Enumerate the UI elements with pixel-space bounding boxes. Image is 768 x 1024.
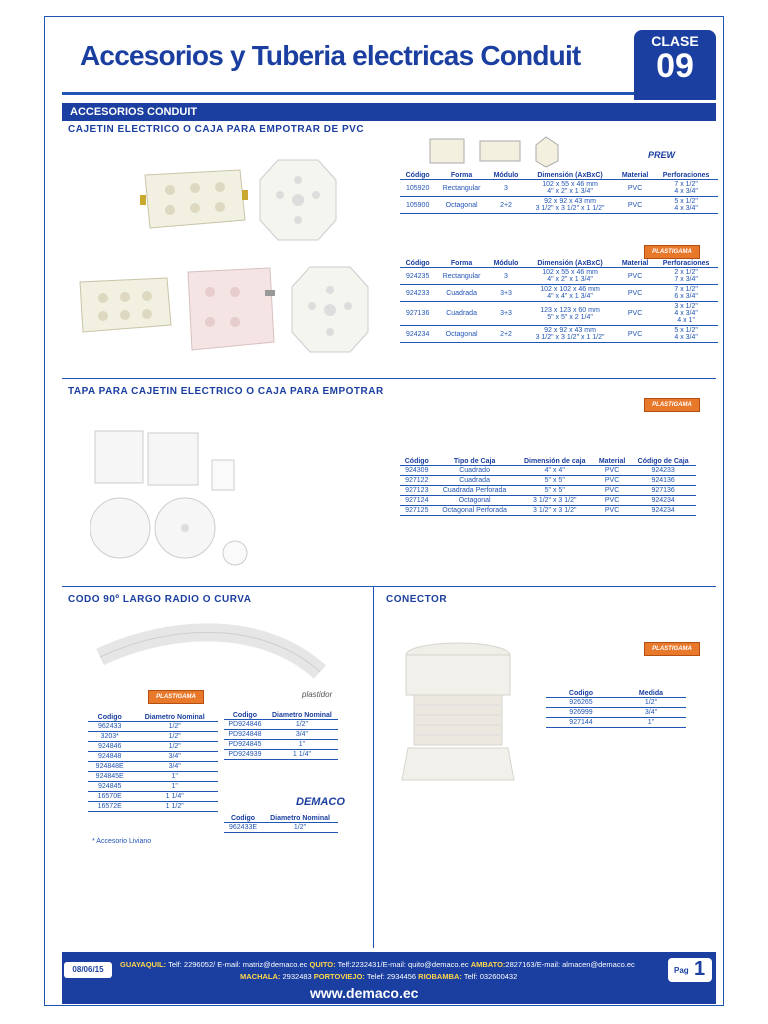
table-row: [224, 740, 338, 750]
th-material: Material: [616, 260, 654, 268]
table-codo-demaco: [224, 815, 338, 833]
table-cell: Octagonal: [434, 496, 516, 506]
table-cell: PVC: [594, 486, 630, 496]
th-material: Material: [616, 172, 654, 180]
table-row: [88, 722, 218, 732]
contact-text: Telf: 032600432: [461, 972, 518, 981]
th-dimension: Dimensión de caja: [516, 458, 594, 466]
table-row: [546, 718, 686, 728]
section-bar: [62, 103, 716, 121]
table-cell: PVC: [594, 506, 630, 516]
table-cell: 92 x 92 x 43 mm 3 1/2" x 3 1/2" x 1 1/2": [524, 326, 616, 343]
table-codo-plastidor: [224, 712, 338, 760]
plastidor-logo: plastidor: [302, 690, 333, 699]
contact-text: Telf:2232431/E-mail: quito@demaco.ec: [335, 960, 471, 969]
table-cell: 3203*: [88, 732, 131, 742]
plastigama-logo: PLASTIGAMA: [148, 690, 204, 704]
table-cell: 924309: [400, 466, 434, 476]
city-label: PORTOVIEJO:: [313, 972, 365, 981]
table-cell: Cuadrada: [435, 302, 488, 326]
table-cell: 924848: [88, 752, 131, 762]
table-cell: PD924846: [224, 720, 266, 730]
table-conector-body: [546, 698, 686, 728]
table-plastigama-body: [400, 268, 718, 343]
th-perforaciones: Perforaciones: [654, 172, 718, 180]
table-cell: Rectangular: [435, 180, 488, 197]
contact-text: 2932483: [280, 972, 314, 981]
table-tapa: [400, 458, 696, 516]
table-row: [88, 742, 218, 752]
table-cell: 2+2: [488, 197, 524, 214]
table-cell: Cuadrada Perforada: [434, 486, 516, 496]
table-cell: 926999: [546, 708, 616, 718]
table-cell: 962433: [88, 722, 131, 732]
table-cell: PVC: [616, 285, 654, 302]
th-modulo: Módulo: [488, 260, 524, 268]
table-cell: 926265: [546, 698, 616, 708]
th-diametro: Diametro Nominal: [131, 714, 218, 722]
table-cell: 1/2": [131, 742, 218, 752]
table-row: [400, 285, 718, 302]
table-cell: PVC: [616, 197, 654, 214]
th-codigo: Codigo: [546, 690, 616, 698]
city-label: RIOBAMBA:: [418, 972, 462, 981]
rect-box-image-2: [75, 270, 175, 340]
section-conector-title: CONECTOR: [386, 594, 448, 605]
table-cell: 5" x 5": [516, 486, 594, 496]
table-cell: 924846: [88, 742, 131, 752]
rect-box-image: [140, 160, 250, 240]
date-badge: 08/06/15: [64, 962, 112, 978]
table-cell: PVC: [616, 326, 654, 343]
city-label: AMBATO:: [470, 960, 506, 969]
table-row: [400, 506, 696, 516]
table-cell: 924234: [630, 506, 696, 516]
table-cell: PD924939: [224, 750, 266, 760]
table-cell: 123 x 123 x 60 mm 5" x 5" x 2 1/4": [524, 302, 616, 326]
website-link[interactable]: www.demaco.ec: [310, 985, 419, 1001]
table-cell: 1 1/4": [266, 750, 338, 760]
table-tapa-body: [400, 466, 696, 516]
table-cell: 924136: [630, 476, 696, 486]
table-cell: 3/4": [616, 708, 686, 718]
th-material: Material: [594, 458, 630, 466]
table-row: [224, 823, 338, 833]
table-cell: 927122: [400, 476, 434, 486]
codo-image: [95, 612, 335, 692]
th-codigo: Codigo: [88, 714, 131, 722]
th-modulo: Módulo: [488, 172, 524, 180]
table-cell: Octagonal Perforada: [434, 506, 516, 516]
table-cell: 2 x 1/2" 7 x 3/4": [654, 268, 718, 285]
table-cell: Rectangular: [435, 268, 488, 285]
square-box-image: [180, 262, 280, 358]
table-row: [546, 698, 686, 708]
section-cajetin-title: CAJETIN ELECTRICO O CAJA PARA EMPOTRAR DE PVC: [68, 124, 365, 135]
table-cell: 1/2": [266, 720, 338, 730]
table-cell: PVC: [594, 476, 630, 486]
table-row: [400, 466, 696, 476]
th-codigo-caja: Código de Caja: [630, 458, 696, 466]
footnote: * Accesorio Liviano: [92, 838, 152, 845]
table-cell: 3+3: [488, 285, 524, 302]
table-cell: PD924845: [224, 740, 266, 750]
divider: [62, 378, 716, 379]
table-cell: 1/2": [131, 722, 218, 732]
table-cell: 3+3: [488, 302, 524, 326]
prew-logo: PREW: [648, 150, 675, 160]
table-cell: Octagonal: [435, 197, 488, 214]
city-label: GUAYAQUIL:: [120, 960, 167, 969]
table-cell: PVC: [594, 466, 630, 476]
table-cell: 1": [616, 718, 686, 728]
table-cell: 1": [266, 740, 338, 750]
table-cell: 16572E: [88, 802, 131, 812]
table-cell: 3: [488, 180, 524, 197]
table-cell: 92 x 92 x 43 mm 3 1/2" x 3 1/2" x 1 1/2": [524, 197, 616, 214]
plastigama-logo: PLASTIGAMA: [644, 398, 700, 412]
tapa-image: [90, 428, 260, 578]
table-cell: 1": [131, 772, 218, 782]
page-number: 1: [694, 958, 706, 980]
table-cell: 105920: [400, 180, 435, 197]
title-rule: [62, 92, 637, 95]
clase-badge: [634, 30, 716, 100]
th-forma: Forma: [435, 260, 488, 268]
table-prew-body: [400, 180, 718, 214]
table-cell: Octagonal: [435, 326, 488, 343]
table-cell: PVC: [616, 268, 654, 285]
table-cell: 3/4": [266, 730, 338, 740]
contact-line-1: [120, 960, 635, 969]
table-cell: 16570E: [88, 792, 131, 802]
table-conector: [546, 690, 686, 728]
octagonal-box-image-2: [288, 262, 372, 358]
clase-label: CLASE: [651, 33, 699, 49]
page-label: Pag: [674, 966, 689, 975]
contact-text: 2827163/E-mail: almacen@demaco.ec: [505, 960, 635, 969]
table-row: [88, 752, 218, 762]
page-number-badge: [668, 958, 712, 982]
th-diametro: Diametro Nominal: [262, 815, 338, 823]
table-cell: 3/4": [131, 762, 218, 772]
table-cell: 924233: [400, 285, 435, 302]
table-row: [400, 496, 696, 506]
city-label: QUITO:: [309, 960, 336, 969]
table-cell: 3 1/2" x 3 1/2": [516, 496, 594, 506]
table-row: [400, 486, 696, 496]
demaco-logo: DEMACO: [296, 796, 345, 808]
th-codigo: Código: [400, 260, 435, 268]
table-row: [400, 180, 718, 197]
table-row: [400, 268, 718, 285]
table-cell: 102 x 55 x 46 mm 4" x 2" x 1 3/4": [524, 180, 616, 197]
th-dimension: Dimensión (AxBxC): [524, 260, 616, 268]
table-row: [88, 762, 218, 772]
plastigama-logo: PLASTIGAMA: [644, 245, 700, 259]
table-cell: 7 x 1/2" 4 x 3/4": [654, 180, 718, 197]
th-dimension: Dimensión (AxBxC): [524, 172, 616, 180]
plastigama-logo: PLASTIGAMA: [644, 642, 700, 656]
table-cell: 927144: [546, 718, 616, 728]
th-codigo: Código: [400, 458, 434, 466]
th-codigo: Código: [400, 172, 435, 180]
table-row: [88, 782, 218, 792]
th-tipo: Tipo de Caja: [434, 458, 516, 466]
table-cell: 927136: [630, 486, 696, 496]
table-cell: 924234: [400, 326, 435, 343]
table-cell: 924235: [400, 268, 435, 285]
section-codo-title: CODO 90º LARGO RADIO O CURVA: [68, 594, 252, 605]
section-bar-label: ACCESORIOS CONDUIT: [70, 106, 198, 118]
dimension-diagram: [428, 133, 568, 169]
table-cell: 927136: [400, 302, 435, 326]
table-row: [400, 326, 718, 343]
table-cell: 1/2": [616, 698, 686, 708]
table-row: [88, 732, 218, 742]
conector-image: [398, 640, 522, 790]
table-cell: 7 x 1/2" 6 x 3/4": [654, 285, 718, 302]
contact-text: Telef: 2934456: [364, 972, 419, 981]
table-row: [88, 792, 218, 802]
table-cell: 5 x 1/2" 4 x 3/4": [654, 197, 718, 214]
table-row: [88, 802, 218, 812]
table-codo-plastidor-body: [224, 720, 338, 760]
table-cell: 1 1/2": [131, 802, 218, 812]
table-cell: PVC: [616, 180, 654, 197]
table-cell: 2+2: [488, 326, 524, 343]
city-label: MACHALA:: [240, 972, 281, 981]
table-row: [224, 750, 338, 760]
page-title: Accesorios y Tuberia electricas Conduit: [80, 40, 581, 71]
table-plastigama: [400, 260, 718, 343]
th-diametro: Diametro Nominal: [266, 712, 338, 720]
th-perforaciones: Perforaciones: [654, 260, 718, 268]
table-cell: 105900: [400, 197, 435, 214]
table-codo-plastigama: [88, 714, 218, 812]
table-cell: 924234: [630, 496, 696, 506]
table-cell: 1": [131, 782, 218, 792]
clase-number: 09: [656, 47, 694, 85]
table-cell: 102 x 102 x 46 mm 4" x 4" x 1 3/4": [524, 285, 616, 302]
table-cell: 924848E: [88, 762, 131, 772]
table-cell: 4" x 4": [516, 466, 594, 476]
table-row: [400, 302, 718, 326]
table-row: [224, 730, 338, 740]
table-cell: 962433E: [224, 823, 262, 833]
table-cell: 5" x 5": [516, 476, 594, 486]
divider: [62, 586, 716, 587]
table-codo-plastigama-body: [88, 722, 218, 812]
table-row: [546, 708, 686, 718]
table-cell: 924845E: [88, 772, 131, 782]
table-cell: 927124: [400, 496, 434, 506]
table-codo-demaco-body: [224, 823, 338, 833]
th-codigo: Codigo: [224, 712, 266, 720]
table-row: [400, 197, 718, 214]
table-cell: 3 1/2" x 3 1/2": [516, 506, 594, 516]
table-cell: PD924848: [224, 730, 266, 740]
table-cell: 1/2": [131, 732, 218, 742]
table-row: [224, 720, 338, 730]
table-cell: Cuadrado: [434, 466, 516, 476]
table-cell: 924845: [88, 782, 131, 792]
table-cell: 3/4": [131, 752, 218, 762]
table-cell: PVC: [594, 496, 630, 506]
table-cell: Cuadrada: [435, 285, 488, 302]
table-cell: 927123: [400, 486, 434, 496]
table-cell: 924233: [630, 466, 696, 476]
contact-text: Telf: 2296052/ E-mail: matriz@demaco.ec: [166, 960, 310, 969]
table-cell: 102 x 55 x 46 mm 4" x 2" x 1 3/4": [524, 268, 616, 285]
column-divider: [373, 586, 374, 948]
table-row: [88, 772, 218, 782]
table-row: [400, 476, 696, 486]
table-prew: [400, 172, 718, 214]
table-cell: 3 x 1/2" 4 x 3/4" 4 x 1": [654, 302, 718, 326]
th-forma: Forma: [435, 172, 488, 180]
th-medida: Medida: [616, 690, 686, 698]
th-codigo: Codigo: [224, 815, 262, 823]
contact-line-2: [240, 972, 517, 981]
section-tapa-title: TAPA PARA CAJETIN ELECTRICO O CAJA PARA EMPOTRAR: [68, 386, 384, 397]
table-cell: 1 1/4": [131, 792, 218, 802]
table-cell: 1/2": [262, 823, 338, 833]
table-cell: 3: [488, 268, 524, 285]
table-cell: 927125: [400, 506, 434, 516]
table-cell: Cuadrada: [434, 476, 516, 486]
table-cell: 5 x 1/2" 4 x 3/4": [654, 326, 718, 343]
table-cell: PVC: [616, 302, 654, 326]
octagonal-box-image: [258, 155, 338, 245]
